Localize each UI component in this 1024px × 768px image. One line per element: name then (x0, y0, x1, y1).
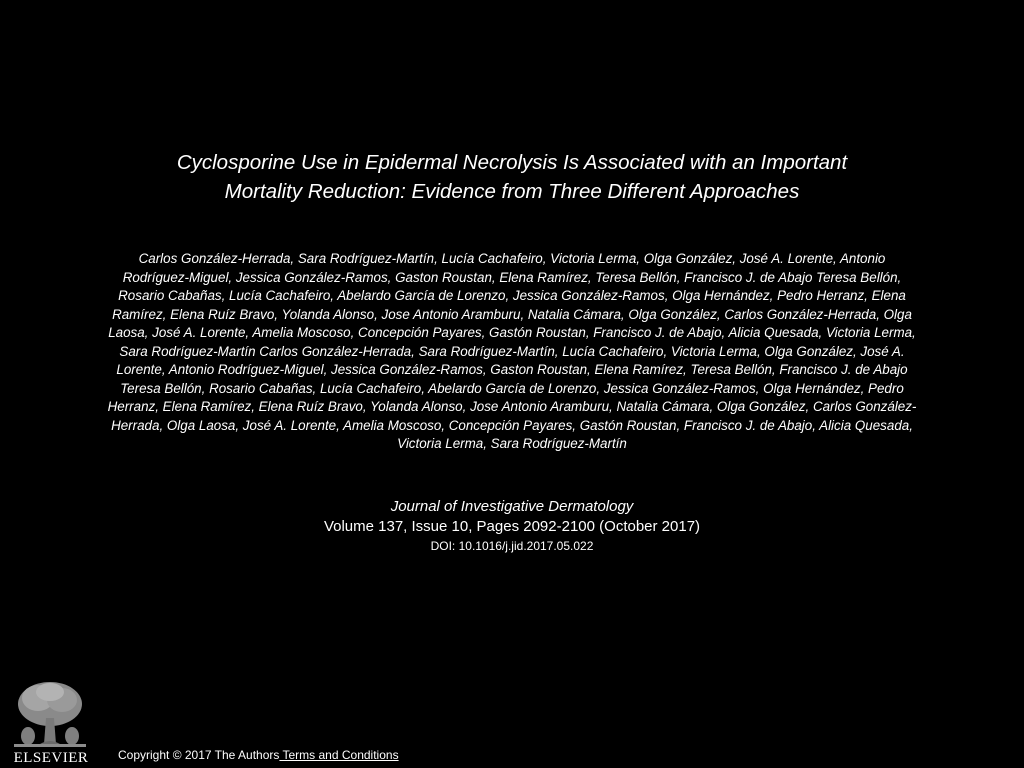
doi: DOI: 10.1016/j.jid.2017.05.022 (430, 539, 594, 553)
author-line: Herrada, Olga Laosa, José A. Lorente, Amelia Moscoso, Concepción Payares, Gastón Roustan, Francisco J. de Abajo, Alicia Quesada, (111, 417, 913, 433)
title-line: Mortality Reduction: Evidence from Three Different Approaches (224, 180, 800, 203)
elsevier-wordmark: ELSEVIER (13, 750, 89, 766)
terms-and-conditions-link[interactable]: Terms and Conditions (279, 748, 399, 762)
author-line: Herranz, Elena Ramírez, Elena Ruíz Bravo, Yolanda Alonso, Jose Antonio Aramburu, Natalia Cámara, Olga González, Carlos González- (107, 399, 917, 414)
copyright-notice (118, 747, 399, 763)
author-line: Teresa Bellón, Rosario Cabañas, Lucía Cachafeiro, Abelardo García de Lorenzo, Jessica González-Ramos, Olga Hernández, Pedro (120, 380, 904, 396)
author-line: Ramírez, Elena Ruíz Bravo, Yolanda Alonso, Jose Antonio Aramburu, Natalia Cámara, Olga González, Carlos González-Herrada, Olga (112, 306, 912, 322)
author-line: Sara Rodríguez-Martín Carlos González-Herrada, Sara Rodríguez-Martín, Lucía Cachafeiro, Victoria Lerma, Olga González, José A. (119, 343, 905, 359)
author-line: Laosa, José A. Lorente, Amelia Moscoso, Concepción Payares, Gastón Roustan, Francisco J. de Abajo, Alicia Quesada, Victoria Lerma, (108, 325, 916, 340)
journal-name: Journal of Investigative Dermatology (390, 498, 634, 515)
author-line: Rodríguez-Miguel, Jessica González-Ramos, Gaston Roustan, Elena Ramírez, Teresa Bellón, Francisco J. de Abajo Teresa Bellón, (122, 269, 902, 285)
author-line: Victoria Lerma, Sara Rodríguez-Martín (397, 436, 627, 451)
volume-info: Volume 137, Issue 10, Pages 2092-2100 (October 2017) (323, 518, 701, 535)
author-list (40, 250, 984, 454)
elsevier-tree-icon (10, 678, 90, 752)
author-line: Rosario Cabañas, Lucía Cachafeiro, Abelardo García de Lorenzo, Jessica González-Ramos, Olga Hernández, Pedro Herranz, Elena (118, 288, 906, 303)
copyright-text: Copyright © 2017 The Authors (118, 748, 280, 762)
title-line: Cyclosporine Use in Epidermal Necrolysis Is Associated with an Important (176, 151, 848, 174)
article-title (40, 148, 984, 206)
author-line: Carlos González-Herrada, Sara Rodríguez-Martín, Lucía Cachafeiro, Victoria Lerma, Olga González, José A. Lorente, Antonio (138, 251, 886, 266)
elsevier-logo (6, 678, 92, 768)
author-line: Lorente, Antonio Rodríguez-Miguel, Jessica González-Ramos, Gaston Roustan, Elena Ramírez, Teresa Bellón, Francisco J. de Abajo (116, 362, 908, 377)
